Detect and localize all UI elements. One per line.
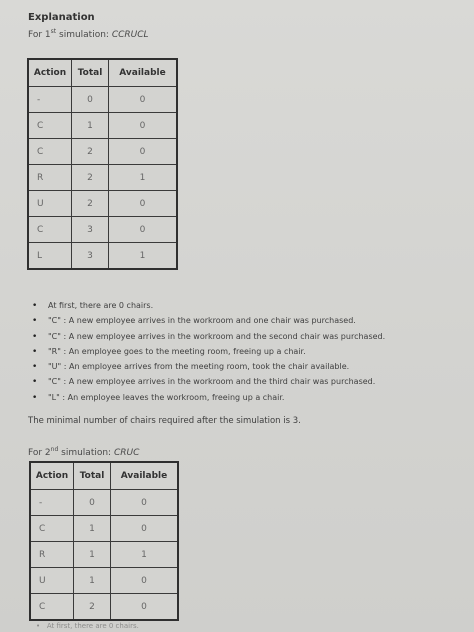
total-cell: 2 (74, 594, 111, 621)
bullet-icon: • (32, 346, 38, 357)
sim1-header-available: Available (109, 59, 178, 87)
available-cell: 0 (109, 139, 178, 165)
list-item-text: At first, there are 0 chairs. (48, 301, 154, 310)
available-cell: 1 (109, 165, 178, 191)
sim2-sequence: CRUC (113, 448, 140, 458)
list-item-text: "C" : A new employee arrives in the workroom and one chair was purchased. (48, 316, 356, 326)
sim1-header-total: Total (72, 59, 109, 87)
explanation-heading: Explanation (28, 12, 95, 23)
sim1-caption-suffix: simulation: (56, 30, 112, 40)
sim1-table (27, 58, 178, 270)
cutoff-bullet-label: At first, there are 0 chairs. (46, 622, 139, 630)
available-cell: 0 (109, 191, 178, 217)
list-item (32, 329, 385, 344)
table-row (28, 243, 177, 270)
sim2-caption (28, 446, 139, 458)
sim2-table (29, 461, 179, 621)
action-cell: C (28, 139, 72, 165)
table-row (28, 165, 177, 191)
table-row (30, 594, 178, 621)
minimal-chairs-summary: The minimal number of chairs required after the simulation is 3. (28, 416, 301, 426)
total-cell: 2 (72, 191, 109, 217)
bullet-icon: • (32, 362, 38, 373)
action-cell: C (30, 516, 74, 542)
total-cell: 1 (74, 568, 111, 594)
cutoff-bullet-text (36, 622, 139, 630)
total-cell: 1 (72, 113, 109, 139)
available-cell: 0 (109, 87, 178, 113)
list-item-text: "C" : A new employee arrives in the workroom and the second chair was purchased. (48, 331, 386, 341)
available-cell: 0 (111, 516, 179, 542)
available-cell: 0 (109, 217, 178, 243)
action-cell: L (28, 243, 72, 270)
sim1-caption-sup: st (50, 28, 57, 35)
table-row (28, 217, 177, 243)
sim2-caption-prefix: For 2 (28, 448, 51, 458)
action-cell: U (28, 191, 72, 217)
sim2-header-row (30, 462, 178, 490)
list-item-text: "L" : An employee leaves the workroom, freeing up a chair. (48, 392, 285, 402)
action-cell: R (28, 165, 72, 191)
action-explanation-list (32, 298, 385, 405)
available-cell: 1 (109, 243, 178, 270)
bullet-icon: • (32, 392, 38, 403)
sim2-header-available: Available (111, 462, 179, 490)
action-cell: - (30, 490, 74, 516)
total-cell: 2 (72, 165, 109, 191)
available-cell: 0 (111, 594, 179, 621)
list-item-text: "U" : An employee arrives from the meeting room, took the chair available. (48, 362, 350, 372)
bullet-icon: • (36, 622, 47, 630)
sim1-header-row (28, 59, 177, 87)
list-item (32, 390, 385, 405)
available-cell: 1 (111, 542, 179, 568)
table-row (28, 191, 177, 217)
bullet-icon: • (32, 316, 38, 327)
available-cell: 0 (109, 113, 178, 139)
list-item-text: "C" : A new employee arrives in the workroom and the third chair was purchased. (48, 377, 376, 387)
list-item (32, 313, 385, 328)
action-cell: - (28, 87, 72, 113)
sim1-header-action: Action (28, 59, 72, 87)
bullet-icon: • (32, 377, 38, 388)
bullet-icon: • (32, 331, 38, 342)
sim2-caption-suffix: simulation: (58, 448, 114, 458)
table-row (30, 490, 178, 516)
table-row (28, 139, 177, 165)
available-cell: 0 (111, 568, 179, 594)
action-cell: U (30, 568, 74, 594)
total-cell: 2 (72, 139, 109, 165)
table-row (30, 542, 178, 568)
available-cell: 0 (111, 490, 179, 516)
sim2-caption-sup: nd (50, 446, 59, 453)
list-item-text: "R" : An employee goes to the meeting room, freeing up a chair. (48, 346, 306, 356)
list-item (32, 298, 385, 313)
table-row (30, 568, 178, 594)
bullet-icon: • (32, 301, 38, 311)
total-cell: 0 (72, 87, 109, 113)
list-item (32, 374, 385, 389)
sim1-caption (28, 28, 149, 40)
action-cell: R (30, 542, 74, 568)
total-cell: 1 (74, 542, 111, 568)
total-cell: 0 (74, 490, 111, 516)
total-cell: 3 (72, 217, 109, 243)
list-item (32, 359, 385, 374)
action-cell: C (28, 217, 72, 243)
total-cell: 3 (72, 243, 109, 270)
table-row (28, 87, 177, 113)
table-row (28, 113, 177, 139)
total-cell: 1 (74, 516, 111, 542)
sim1-caption-prefix: For 1 (28, 30, 51, 40)
table-row (30, 516, 178, 542)
action-cell: C (30, 594, 74, 621)
sim2-header-total: Total (74, 462, 111, 490)
sim1-sequence: CCRUCL (111, 30, 149, 40)
action-cell: C (28, 113, 72, 139)
sim2-header-action: Action (30, 462, 74, 490)
list-item (32, 344, 385, 359)
